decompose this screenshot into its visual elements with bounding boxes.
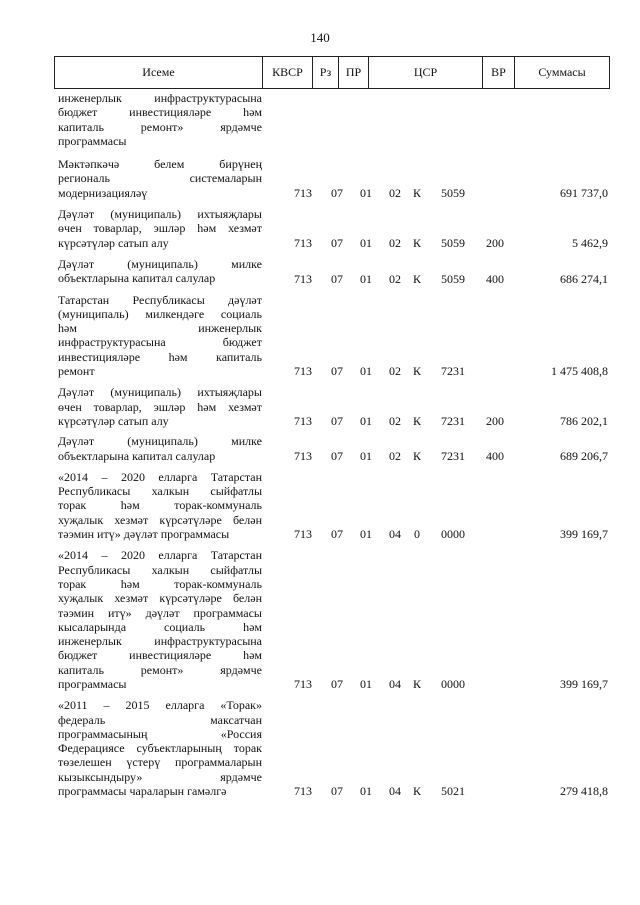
cell-csr-program: 02 (389, 235, 401, 250)
name-line: кызыксындыру» ярдәмче (58, 769, 262, 784)
cell-sum: 5 462,9 (572, 235, 608, 250)
name-line: инженерлык инфраструктурасына (58, 91, 262, 105)
table-row (54, 385, 614, 428)
header-vr: ВР (483, 57, 515, 89)
cell-pr: 01 (360, 784, 372, 799)
cell-csr-letter: К (412, 271, 421, 286)
name-line: объектларына капитал салулар (58, 271, 216, 286)
header-kvsr: КВСР (263, 57, 313, 89)
cell-pr: 01 (360, 527, 372, 542)
cell-name (54, 548, 262, 691)
cell-csr-code: 7231 (441, 364, 465, 379)
cell-rz: 07 (331, 364, 343, 379)
cell-csr-code: 5059 (441, 186, 465, 201)
table-header (54, 56, 610, 89)
cell-pr: 01 (360, 677, 372, 692)
cell-sum: 691 737,0 (560, 186, 608, 201)
name-line: Республикасы халкын сыйфатлы (58, 484, 262, 499)
name-line: Дәүләт (муниципаль) милке (58, 256, 262, 271)
name-line: инвестицияләре һәм капиталь (58, 349, 262, 364)
name-line: программасының «Россия (58, 726, 262, 741)
name-line: «2014 – 2020 елларга Татарстан (58, 548, 262, 563)
cell-csr-code: 5059 (441, 235, 465, 250)
name-line: программасы (58, 676, 127, 691)
cell-sum: 686 274,1 (560, 271, 608, 286)
row-codes (54, 677, 614, 691)
name-line: тәэмин итү» дәүләт программасы (58, 527, 230, 542)
cell-pr: 01 (360, 186, 372, 201)
cell-csr-program: 02 (389, 364, 401, 379)
cell-csr-code: 0000 (441, 677, 465, 692)
cell-rz: 07 (331, 527, 343, 542)
name-line: Дәүләт (муниципаль) ихтыяҗлары (58, 385, 262, 400)
name-line: тәэмин итү» дәүләт программасы (58, 605, 262, 620)
header-sum: Суммасы (515, 57, 610, 89)
cell-csr-letter: К (412, 186, 421, 201)
name-line: күрсәтүләр сатып алу (58, 413, 169, 428)
row-codes (54, 272, 614, 286)
cell-csr-program: 02 (389, 414, 401, 429)
cell-sum: 1 475 408,8 (551, 364, 608, 379)
cell-pr: 01 (360, 235, 372, 250)
name-line: торак һәм торак-коммуналь (58, 576, 262, 591)
row-codes (54, 134, 614, 148)
cell-csr-letter: 0 (414, 527, 420, 542)
cell-sum: 399 169,7 (560, 677, 608, 692)
cell-sum: 689 206,7 (560, 448, 608, 463)
header-name: Исеме (55, 57, 263, 89)
name-line: Мәктәпкәчә белем бирүнең (58, 157, 262, 172)
row-codes (54, 784, 614, 798)
cell-csr-program: 04 (389, 527, 401, 542)
cell-kvsr: 713 (294, 448, 312, 463)
name-line: Дәүләт (муниципаль) ихтыяҗлары (58, 207, 262, 222)
cell-csr-program: 04 (389, 677, 401, 692)
header-pr: ПР (339, 57, 369, 89)
cell-kvsr: 713 (294, 186, 312, 201)
name-line: федераль максатчан (58, 712, 262, 727)
row-codes (54, 449, 614, 463)
name-line: төзелешен үстерү программаларын (58, 755, 262, 770)
cell-name (54, 698, 262, 798)
name-line: программасы (58, 133, 127, 148)
cell-vr: 400 (486, 448, 504, 463)
cell-sum: 786 202,1 (560, 414, 608, 429)
name-line: хуҗалык хезмәт күрсәтүләре белән (58, 512, 262, 527)
row-codes (54, 236, 614, 250)
name-line: (муниципаль) милкендәге социаль (58, 306, 262, 321)
cell-kvsr: 713 (294, 414, 312, 429)
cell-pr: 01 (360, 448, 372, 463)
table-row (54, 91, 614, 148)
cell-sum: 279 418,8 (560, 784, 608, 799)
cell-pr: 01 (360, 271, 372, 286)
name-line: программасы чараларын гамәлгә (58, 784, 227, 799)
cell-pr: 01 (360, 364, 372, 379)
cell-rz: 07 (331, 186, 343, 201)
cell-kvsr: 713 (294, 677, 312, 692)
header-rz: Рз (313, 57, 339, 89)
table-row (54, 207, 614, 250)
name-line: Федерациясе субъектларының торак (58, 741, 262, 756)
cell-csr-program: 02 (389, 186, 401, 201)
header-csr: ЦСР (369, 57, 483, 89)
name-line: Республикасы халкын сыйфатлы (58, 562, 262, 577)
cell-rz: 07 (331, 235, 343, 250)
cell-rz: 07 (331, 677, 343, 692)
cell-sum: 399 169,7 (560, 527, 608, 542)
name-line: күрсәтүләр сатып алу (58, 235, 169, 250)
cell-rz: 07 (331, 271, 343, 286)
name-line: бюджет инвестицияләре һәм (58, 648, 262, 663)
cell-csr-letter: К (412, 677, 421, 692)
cell-kvsr: 713 (294, 784, 312, 799)
name-line: бюджет инвестицияләре һәм (58, 105, 262, 120)
table-row (54, 434, 614, 463)
name-line: кысаларында социаль һәм (58, 619, 262, 634)
name-line: һәм инженерлык (58, 321, 262, 336)
name-line: өчен товарлар, эшләр һәм хезмәт (58, 399, 262, 414)
cell-pr: 01 (360, 414, 372, 429)
name-line: ремонт (58, 364, 95, 379)
cell-csr-code: 7231 (441, 414, 465, 429)
name-line: Дәүләт (муниципаль) милке (58, 434, 262, 449)
cell-rz: 07 (331, 414, 343, 429)
row-codes (54, 527, 614, 541)
cell-kvsr: 713 (294, 271, 312, 286)
row-codes (54, 186, 614, 200)
table-row (54, 257, 614, 286)
cell-vr: 200 (486, 414, 504, 429)
cell-csr-code: 7231 (441, 448, 465, 463)
table-body (54, 91, 614, 798)
name-line: капиталь ремонт» ярдәмче (58, 662, 262, 677)
cell-csr-letter: К (412, 235, 421, 250)
table-row (54, 698, 614, 798)
cell-vr: 200 (486, 235, 504, 250)
cell-csr-letter: К (412, 448, 421, 463)
cell-kvsr: 713 (294, 235, 312, 250)
cell-kvsr: 713 (294, 527, 312, 542)
cell-csr-code: 0000 (441, 527, 465, 542)
cell-csr-program: 04 (389, 784, 401, 799)
row-codes (54, 364, 614, 378)
cell-rz: 07 (331, 784, 343, 799)
cell-csr-letter: К (412, 414, 421, 429)
name-line: «2014 – 2020 елларга Татарстан (58, 469, 262, 484)
name-line: өчен товарлар, эшләр һәм хезмәт (58, 221, 262, 236)
name-line: модернизацияләү (58, 185, 148, 200)
name-line: региональ системаларын (58, 171, 262, 186)
table-row (54, 470, 614, 541)
row-codes (54, 414, 614, 428)
cell-kvsr: 713 (294, 364, 312, 379)
name-line: Татарстан Республикасы дәүләт (58, 292, 262, 307)
cell-csr-letter: К (412, 784, 421, 799)
name-line: объектларына капитал салулар (58, 448, 216, 463)
name-line: хуҗалык хезмәт күрсәтүләре белән (58, 591, 262, 606)
cell-csr-letter: К (412, 364, 421, 379)
name-line: торак һәм торак-коммуналь (58, 498, 262, 513)
name-line: инженерлык инфраструктурасына (58, 634, 262, 649)
name-line: капиталь ремонт» ярдәмче (58, 119, 262, 134)
name-line: инфраструктурасына бюджет (58, 335, 262, 350)
cell-vr: 400 (486, 271, 504, 286)
name-line: «2011 – 2015 елларга «Торак» (58, 698, 262, 713)
table-row (54, 293, 614, 379)
table-row (54, 548, 614, 691)
cell-csr-code: 5021 (441, 784, 465, 799)
cell-csr-program: 02 (389, 448, 401, 463)
cell-csr-code: 5059 (441, 271, 465, 286)
page-number: 140 (310, 30, 330, 45)
cell-rz: 07 (331, 448, 343, 463)
cell-csr-program: 02 (389, 271, 401, 286)
table-row (54, 157, 614, 200)
